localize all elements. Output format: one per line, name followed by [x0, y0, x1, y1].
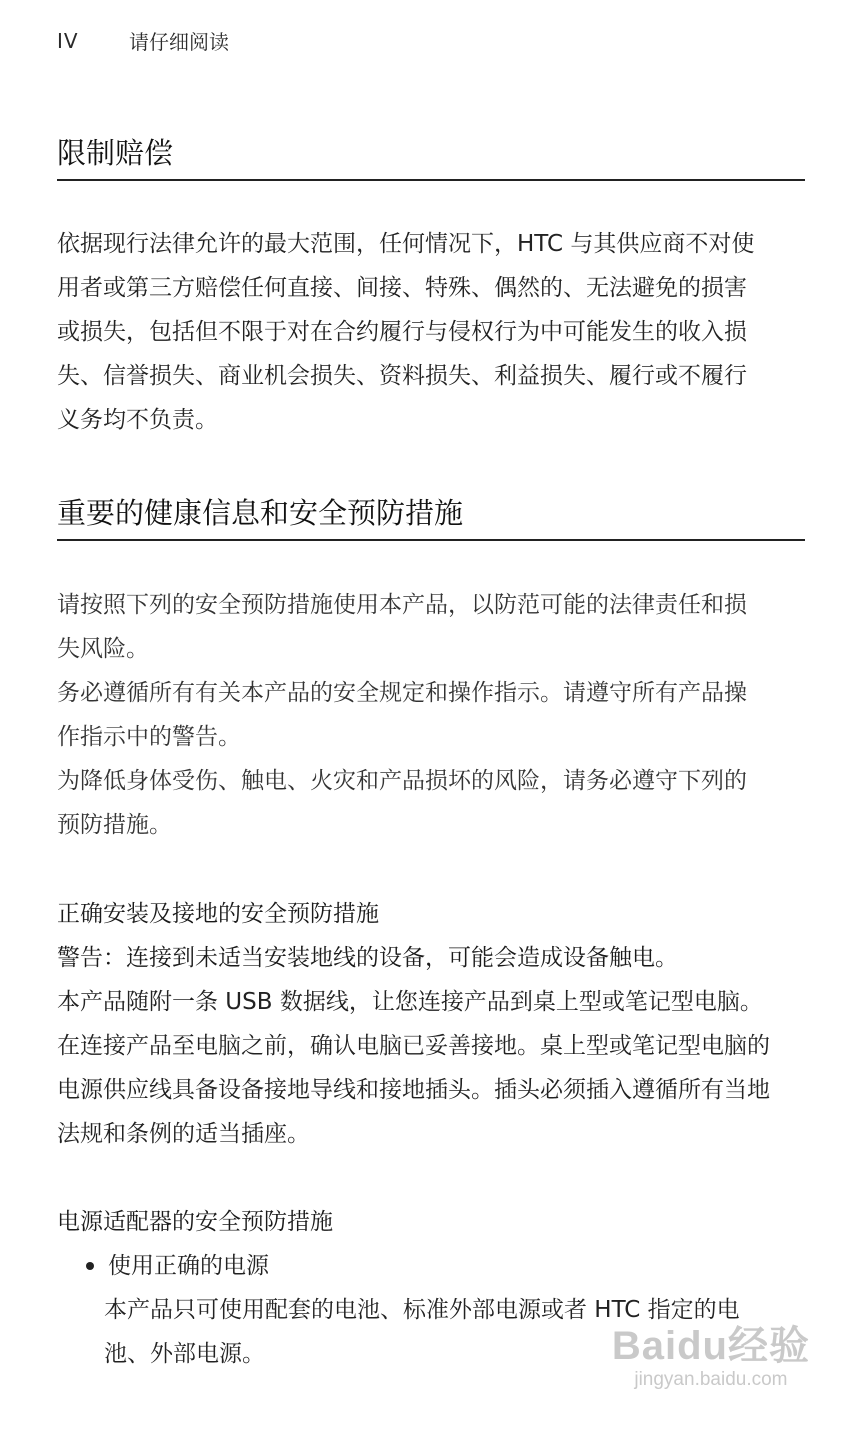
limitation-paragraph — [57, 222, 805, 442]
paragraph-line: 电源供应线具备设备接地导线和接地插头。插头必须插入遵循所有当地 — [57, 1077, 770, 1103]
paragraph-line: 为降低身体受伤、触电、火灾和产品损坏的风险，请务必遵守下列的 — [57, 768, 747, 794]
warning-text: 警告：连接到未适当安装地线的设备，可能会造成设备触电。 — [57, 945, 678, 971]
paragraph-line: 作指示中的警告。 — [57, 724, 241, 750]
paragraph-line: 务必遵循所有有关本产品的安全规定和操作指示。请遵守所有产品操 — [57, 680, 747, 706]
paragraph-line: 预防措施。 — [57, 812, 172, 838]
running-title: 请仔细阅读 — [129, 30, 229, 54]
paragraph-line: 失风险。 — [57, 636, 149, 662]
page-number: IV — [57, 28, 79, 53]
bullet-dot-icon — [86, 1262, 94, 1270]
bullet-label: 使用正确的电源 — [108, 1253, 269, 1279]
watermark-url: jingyan.baidu.com — [634, 1369, 788, 1390]
paragraph-line: 义务均不负责。 — [57, 407, 218, 433]
bullet-row — [80, 1244, 780, 1288]
watermark-logo: Baidu经验 — [611, 1324, 810, 1368]
subsection-heading-grounding: 正确安装及接地的安全预防措施 — [57, 901, 379, 927]
paragraph-line: 失、信誉损失、商业机会损失、资料损失、利益损失、履行或不履行 — [57, 363, 747, 389]
adapter-section — [57, 1200, 805, 1244]
safety-intro-paragraph — [57, 583, 805, 847]
paragraph-line: 请按照下列的安全预防措施使用本产品，以防范可能的法律责任和损 — [57, 592, 747, 618]
bullet-description-line: 本产品只可使用配套的电池、标准外部电源或者 HTC 指定的电 — [104, 1297, 740, 1323]
paragraph-line: 在连接产品至电脑之前，确认电脑已妥善接地。桌上型或笔记型电脑的 — [57, 1033, 770, 1059]
paragraph-line: 或损失，包括但不限于对在合约履行与侵权行为中可能发生的收入损 — [57, 319, 747, 345]
grounding-section — [57, 892, 805, 1156]
bullet-description-line: 池、外部电源。 — [104, 1341, 265, 1367]
paragraph-line: 本产品随附一条 USB 数据线，让您连接产品到桌上型或笔记型电脑。 — [57, 989, 763, 1015]
section-title-limitation: 限制赔偿 — [57, 136, 805, 181]
section-title-safety: 重要的健康信息和安全预防措施 — [57, 496, 805, 541]
subsection-heading-adapter: 电源适配器的安全预防措施 — [57, 1209, 333, 1235]
paragraph-line: 用者或第三方赔偿任何直接、间接、特殊、偶然的、无法避免的损害 — [57, 275, 747, 301]
paragraph-line: 依据现行法律允许的最大范围，任何情况下，HTC 与其供应商不对使 — [57, 231, 755, 257]
page-header — [57, 26, 229, 55]
paragraph-line: 法规和条例的适当插座。 — [57, 1121, 310, 1147]
baidu-watermark — [612, 1314, 810, 1391]
